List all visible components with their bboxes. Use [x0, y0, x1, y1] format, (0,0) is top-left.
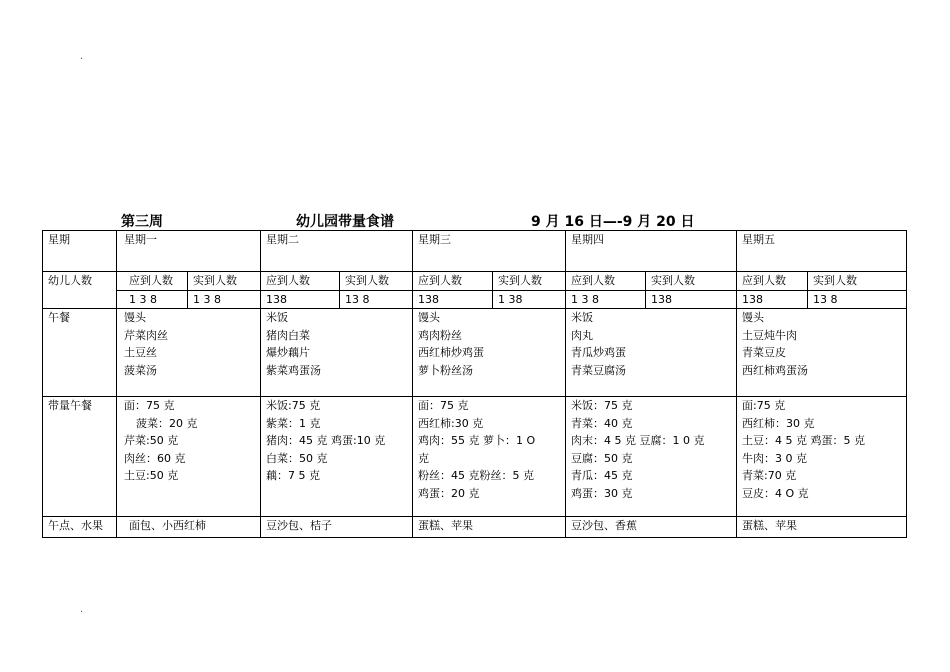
lunch-label: 午餐: [43, 309, 117, 397]
dish: 猪肉白菜: [266, 328, 310, 342]
dish: 土豆炖牛肉: [742, 328, 797, 342]
day-header: 星期三: [413, 231, 566, 272]
actual-count: 1 3 8: [188, 290, 261, 309]
dish: 鸡肉粉丝: [418, 328, 462, 342]
menu-name: 幼儿园带量食谱: [296, 214, 394, 230]
lunch-cell: [261, 309, 413, 397]
ingredient: 芹菜:50 克: [124, 434, 179, 447]
dish: 馒头: [418, 311, 440, 324]
ingredient: 土豆：4 5 克 鸡蛋：5 克: [742, 434, 865, 447]
quantity-cell: [566, 397, 737, 517]
day-header: 星期一: [117, 231, 261, 272]
ingredient: 青菜：40 克: [571, 416, 633, 430]
expected-count: 138: [413, 290, 493, 309]
dish: 菠菜汤: [124, 363, 157, 377]
expected-count: 138: [737, 290, 808, 309]
snack-row: [43, 517, 907, 538]
ingredient: 牛肉：3 0 克: [742, 451, 807, 465]
dish: 青菜豆皮: [742, 346, 786, 359]
snack-cell: 豆沙包、香蕉: [566, 517, 737, 538]
actual-count: 13 8: [808, 290, 907, 309]
count-label-row: [43, 272, 907, 291]
snack-cell: 面包、小西红柿: [117, 517, 261, 538]
dish: 青瓜炒鸡蛋: [571, 346, 626, 359]
ingredient: 青菜:70 克: [742, 469, 797, 482]
ingredient: 豆皮：4 O 克: [742, 486, 809, 500]
ingredient: 克: [418, 451, 429, 465]
dish: 青菜豆腐汤: [571, 363, 626, 377]
ingredient: 鸡蛋：30 克: [571, 486, 633, 500]
child-count-label: 幼儿人数: [43, 272, 117, 309]
ingredient: 肉末：4 5 克 豆腐：1 0 克: [571, 434, 705, 447]
actual-label: 实到人数: [646, 272, 737, 291]
snack-cell: 蛋糕、苹果: [413, 517, 566, 538]
dish: 芹菜肉丝: [124, 328, 168, 342]
ingredient: 白菜：50 克: [266, 451, 328, 465]
snack-label: 午点、水果: [43, 517, 117, 538]
snack-cell: 蛋糕、苹果: [737, 517, 907, 538]
ingredient: 面：75 克: [124, 399, 175, 412]
lunch-cell: [117, 309, 261, 397]
day-header: 星期五: [737, 231, 907, 272]
day-header: 星期二: [261, 231, 413, 272]
ingredient: 豆腐：50 克: [571, 451, 633, 465]
dish: 爆炒藕片: [266, 346, 310, 359]
ingredient: 紫菜：1 克: [266, 416, 321, 430]
date-range: 9 月 16 日—-9 月 20 日: [531, 214, 695, 230]
quantity-cell: [413, 397, 566, 517]
quantity-cell: [117, 397, 261, 517]
quantity-cell: [261, 397, 413, 517]
dish: 紫菜鸡蛋汤: [266, 363, 321, 377]
ingredient: 菠菜：20 克: [136, 416, 198, 430]
expected-count: 1 3 8: [566, 290, 646, 309]
quantity-row: [43, 397, 907, 517]
weekday-row: [43, 231, 907, 272]
ingredient: 面：75 克: [418, 399, 469, 412]
expected-count: 138: [261, 290, 340, 309]
actual-count: 138: [646, 290, 737, 309]
dish: 西红柿炒鸡蛋: [418, 346, 484, 359]
lunch-cell: [737, 309, 907, 397]
lunch-cell: [566, 309, 737, 397]
expected-label: 应到人数: [566, 272, 646, 291]
expected-count: 1 3 8: [117, 290, 188, 309]
actual-label: 实到人数: [493, 272, 566, 291]
dish: 西红柿鸡蛋汤: [742, 363, 808, 377]
ingredient: 猪肉：45 克 鸡蛋:10 克: [266, 434, 386, 447]
count-value-row: [43, 290, 907, 309]
ingredient: 米饭:75 克: [266, 399, 321, 412]
actual-label: 实到人数: [808, 272, 907, 291]
ingredient: 鸡蛋：20 克: [418, 486, 480, 500]
quantity-label: 带量午餐: [43, 397, 117, 517]
ingredient: 面:75 克: [742, 399, 786, 412]
expected-label: 应到人数: [117, 272, 188, 291]
ingredient: 粉丝：45 克粉丝：5 克: [418, 469, 534, 482]
page-mark-dot: .: [80, 604, 84, 615]
ingredient: 米饭：75 克: [571, 399, 633, 412]
ingredient: 鸡肉：55 克 萝卜：1 O: [418, 434, 536, 447]
lunch-cell: [413, 309, 566, 397]
expected-label: 应到人数: [737, 272, 808, 291]
weekday-label: 星期: [43, 231, 117, 272]
actual-count: 1 38: [493, 290, 566, 309]
day-header: 星期四: [566, 231, 737, 272]
expected-label: 应到人数: [261, 272, 340, 291]
quantity-cell: [737, 397, 907, 517]
dish: 米饭: [266, 311, 288, 324]
dish: 馒头: [124, 311, 146, 324]
actual-count: 13 8: [340, 290, 413, 309]
menu-table: [42, 230, 907, 538]
ingredient: 西红柿:30 克: [418, 416, 484, 430]
dish: 馒头: [742, 311, 764, 324]
dish: 萝卜粉丝汤: [418, 363, 473, 377]
menu-title: [0, 211, 950, 231]
dish: 米饭: [571, 311, 593, 324]
actual-label: 实到人数: [340, 272, 413, 291]
dish: 肉丸: [571, 328, 593, 342]
ingredient: 藕：7 5 克: [266, 469, 320, 482]
ingredient: 土豆:50 克: [124, 469, 179, 482]
actual-label: 实到人数: [188, 272, 261, 291]
page-mark-dot: .: [80, 51, 84, 62]
ingredient: 肉丝：60 克: [124, 451, 186, 465]
dish: 土豆丝: [124, 346, 157, 359]
lunch-row: [43, 309, 907, 397]
ingredient: 西红柿：30 克: [742, 416, 815, 430]
week-label: 第三周: [121, 214, 163, 230]
expected-label: 应到人数: [413, 272, 493, 291]
ingredient: 青瓜：45 克: [571, 469, 633, 482]
snack-cell: 豆沙包、桔子: [261, 517, 413, 538]
